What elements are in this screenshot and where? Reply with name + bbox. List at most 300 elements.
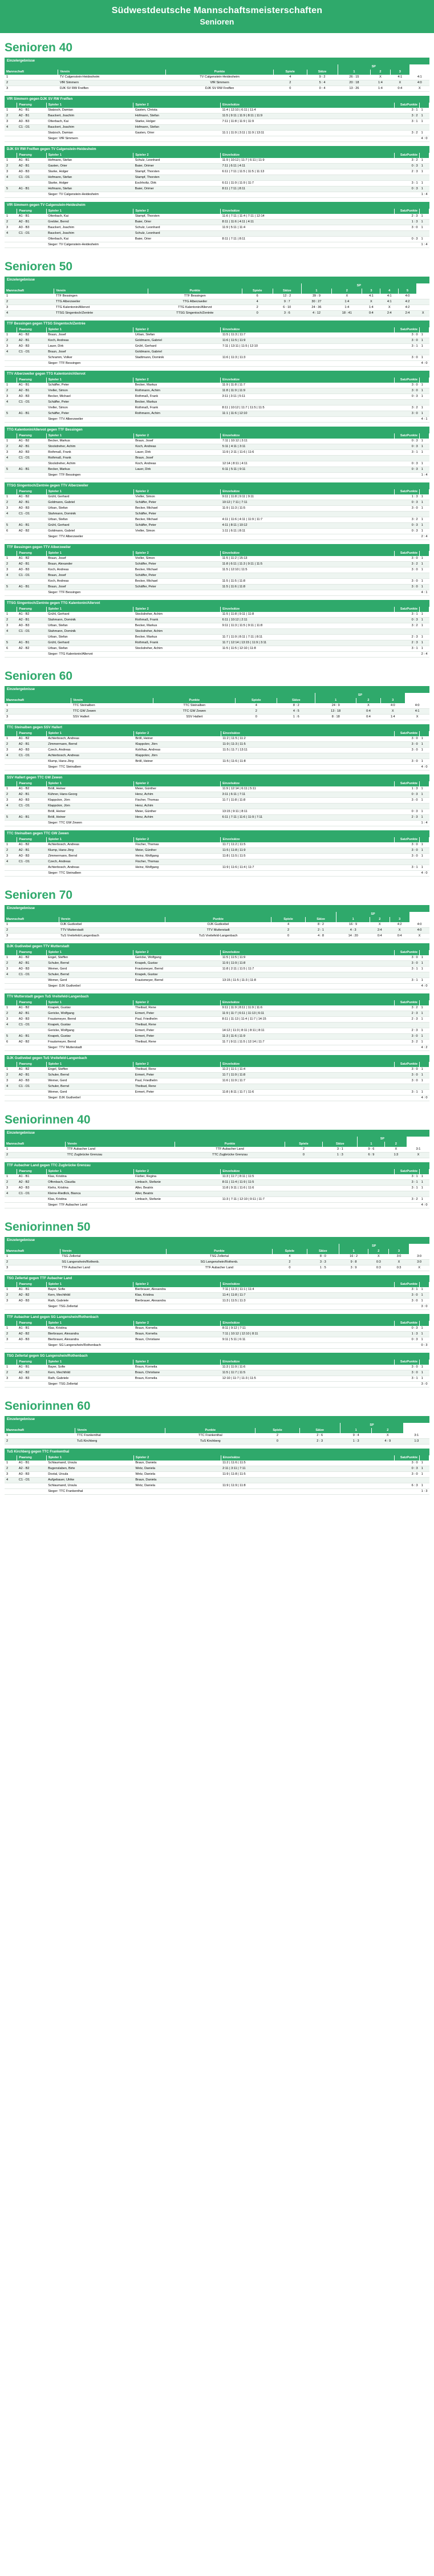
- match-row: [5, 955, 429, 961]
- standings-col-0: Mannschaft: [5, 1249, 60, 1254]
- match-cell-paarung: A3 - B3: [17, 169, 46, 175]
- match-cell-np: 1: [420, 640, 429, 646]
- match-col-player1: Spieler 1: [46, 607, 133, 612]
- standings-col-2: Punkte: [166, 1249, 272, 1254]
- standings-cell: 1:4: [380, 715, 405, 720]
- match-col-player1: Spieler 1: [46, 327, 133, 332]
- match-col-player1: Spieler 1: [46, 1169, 133, 1174]
- standings-cell: X: [371, 75, 390, 80]
- match-cell-index: 4: [5, 1084, 17, 1090]
- match-cell-player2: Braun, Daniela: [133, 1478, 221, 1483]
- match-cell-points: 3 : 2: [394, 405, 419, 411]
- match-title: TTF Bessingen gegen TTSG Singentoch/Zentrée: [5, 321, 429, 327]
- match-cell-points: 3 : 2: [394, 158, 419, 164]
- match-cell-paarung: [17, 517, 46, 523]
- match-cell-index: 2: [5, 848, 17, 854]
- match-col-player1: Spieler 1: [46, 209, 133, 214]
- standings-row: [5, 1147, 429, 1153]
- match-cell-sets: 7:11 | 10:12 | 3:11: [221, 439, 394, 444]
- match-cell-player2: Knapek, Gustav: [133, 972, 221, 978]
- match-cell-index: [5, 242, 17, 248]
- match-cell-player2: Theibud, Rene: [133, 1067, 221, 1073]
- match-col-np: [420, 1282, 429, 1287]
- match-row: [5, 506, 429, 512]
- standings-cell: 4: [242, 299, 273, 305]
- match-cell-player2: Henz, Achim: [133, 804, 221, 809]
- match-cell-paarung: C1 - D1: [17, 175, 46, 181]
- match-cell-index: 3: [5, 1337, 17, 1343]
- standings-table: [5, 1423, 429, 1445]
- standings-cell: TTF Aubacher Land: [175, 1147, 285, 1153]
- match-cell-player2: Paul, Friedhelm: [133, 1078, 221, 1084]
- match-cell-paarung: A2 - B1: [17, 113, 46, 119]
- match-cell-player1: Vreller, Simon: [46, 388, 133, 394]
- match-cell-paarung: [17, 759, 46, 765]
- match-cell-player2: Rothmaß, Frank: [133, 640, 221, 646]
- match-row: [5, 467, 429, 473]
- match-col-paarung: Paarung: [17, 1062, 46, 1067]
- match-col-sets: Einzelsätze: [221, 1282, 394, 1287]
- match-cell-player2: Henz, Achim: [133, 792, 221, 798]
- match-cell-points: [394, 361, 419, 367]
- document-title: Südwestdeutsche Mannschaftsmeisterschaften: [111, 6, 323, 15]
- match-cell-player1: Sieger: TTC Steinalben: [46, 765, 221, 770]
- match-cell-index: [5, 131, 17, 136]
- match-row: [5, 646, 429, 652]
- match-block: [0, 993, 434, 1051]
- match-cell-np: 1: [420, 1337, 429, 1343]
- match-cell-sets: [220, 417, 394, 423]
- match-row: [5, 623, 429, 629]
- match-row: [5, 214, 429, 220]
- match-row: [5, 1084, 429, 1090]
- standings-col-7: 3: [389, 1249, 409, 1254]
- standings-group-sp: SP: [336, 912, 409, 917]
- match-cell-player2: Henz, Achim: [133, 815, 221, 821]
- match-cell-sets: 11:6 | 11:5 | 11:9: [221, 338, 394, 344]
- match-col-paarung: Paarung: [17, 209, 46, 214]
- match-cell-points: 3 : 0: [394, 411, 419, 417]
- match-cell-points: [394, 859, 419, 865]
- standings-cell: 1: [5, 922, 59, 928]
- match-cell-player2: Ermert, Peter: [133, 1073, 221, 1078]
- match-cell-player1: Bröll, Heiner: [46, 809, 133, 815]
- match-cell-points: 0 : 3: [394, 529, 419, 534]
- match-cell-index: 1: [5, 1287, 17, 1293]
- match-cell-np: 4 : 0: [420, 136, 429, 142]
- standings-cell: 2: [285, 1147, 323, 1153]
- standings-row: [5, 715, 429, 720]
- match-cell-sets: 11:3 | 11:6 | 11:9: [220, 1034, 394, 1040]
- standings-group-sp: SP: [301, 283, 416, 289]
- match-cell-player1: Dostal, Ursula: [46, 1472, 133, 1478]
- match-col-sets: Einzelsätze: [221, 489, 395, 494]
- match-cell-index: 4: [5, 1191, 17, 1197]
- standings-cell: 3: [5, 305, 54, 311]
- match-cell-paarung: A1 - B1: [17, 108, 46, 113]
- match-block: [0, 1162, 434, 1208]
- match-row: [5, 1090, 429, 1096]
- match-cell-player1: Achterbosch, Andreas: [46, 753, 133, 759]
- match-cell-paarung: A2 - B1: [17, 338, 46, 344]
- match-row: [5, 113, 429, 119]
- match-winner-row: [5, 590, 429, 596]
- match-cell-player2: Wetz, Daniela: [133, 1466, 221, 1472]
- match-cell-sets: 8:11 | 9:12 | 7:11: [221, 1326, 394, 1332]
- match-row: [5, 1191, 429, 1197]
- match-cell-points: [394, 1304, 419, 1310]
- standings-cell: X: [372, 1433, 404, 1439]
- match-cell-points: 0 : 3: [394, 461, 419, 467]
- match-row: [5, 1023, 429, 1028]
- match-cell-paarung: A1 - B1: [17, 815, 46, 821]
- standings-group-sp: SP: [338, 64, 409, 70]
- standings-cell: TTV Mutterstadt: [59, 928, 165, 934]
- match-cell-points: 3 : 1: [394, 865, 419, 871]
- match-cell-index: 3: [5, 506, 17, 512]
- match-cell-points: [394, 765, 419, 770]
- match-cell-paarung: [17, 590, 46, 596]
- standings-cell: 4 : 5: [277, 709, 315, 715]
- match-cell-points: 3 : 0: [394, 955, 419, 961]
- standings-cell: 0:3: [368, 1265, 389, 1271]
- standings-cell: 16 : 9: [336, 922, 370, 928]
- match-cell-sets: 7:11 | 11:8 | 11:9 | 11:9: [221, 119, 395, 125]
- match-cell-np: 1: [420, 108, 429, 113]
- match-cell-player2: Klappcknr, Jörn: [133, 753, 221, 759]
- match-row: [5, 865, 429, 871]
- match-row: [5, 500, 429, 506]
- match-cell-points: 0 : 3: [394, 618, 419, 623]
- match-col-player1: Spieler 1: [46, 1282, 133, 1287]
- match-cell-np: 1: [420, 1034, 429, 1040]
- match-col-player2: Spieler 2: [133, 551, 221, 556]
- match-cell-np: 1: [420, 1090, 429, 1096]
- match-col-player2: Spieler 2: [133, 1169, 221, 1174]
- standings-cell: 24 : 36: [301, 305, 331, 311]
- standings-cell: 20 : 18: [338, 80, 371, 86]
- match-cell-points: 1 : 3: [394, 1332, 419, 1337]
- match-col-points: SatzPunkte: [394, 1282, 419, 1287]
- match-cell-sets: 11:9 | 2:11 | 11:6 | 11:6: [221, 450, 394, 456]
- match-cell-points: 3 : 1: [394, 181, 419, 186]
- match-cell-np: 1: [420, 1073, 429, 1078]
- document-subtitle: Senioren: [200, 17, 234, 26]
- match-col-player2: Spieler 2: [133, 1062, 221, 1067]
- match-cell-paarung: C1 - D1: [17, 125, 46, 131]
- match-cell-np: 1: [420, 809, 429, 815]
- match-cell-index: 2: [5, 1073, 17, 1078]
- match-cell-np: 1: [420, 612, 429, 618]
- match-row: [5, 961, 429, 967]
- match-cell-player1: Schuler, Bernd: [46, 972, 133, 978]
- standings-cell: 2: [5, 709, 71, 715]
- match-cell-player1: Urban, Stefan: [46, 635, 133, 640]
- match-cell-player1: Braun, Josef: [46, 556, 133, 562]
- match-cell-points: [394, 456, 419, 461]
- standings-group-blank: [5, 912, 336, 917]
- match-cell-sets: 11:6 | 11:3 | 11:3: [221, 355, 394, 361]
- match-cell-paarung: [17, 361, 46, 367]
- standings-cell: DJK Gudivebel: [165, 922, 271, 928]
- match-col-points: SatzPunkte: [394, 1360, 419, 1365]
- match-cell-sets: [221, 136, 395, 142]
- match-cell-points: 3 : 0: [394, 759, 419, 765]
- match-row: [5, 119, 429, 125]
- standings-cell: 3: [5, 715, 71, 720]
- match-cell-sets: [221, 629, 395, 635]
- match-cell-player1: Bröll, Heiner: [46, 786, 133, 792]
- section-title: Senioren 50: [5, 260, 73, 273]
- match-col-player2: Spieler 2: [133, 1455, 221, 1461]
- match-cell-paarung: [17, 1096, 46, 1101]
- match-col-player1: Spieler 1: [46, 489, 133, 494]
- match-cell-sets: 13:15 | 9:11 | 8:11: [221, 809, 395, 815]
- match-cell-player1: Stahmann, Dominik: [46, 629, 133, 635]
- match-cell-index: 2: [5, 1293, 17, 1299]
- match-col-player1: Spieler 1: [46, 433, 133, 439]
- match-cell-points: 3 : 2: [394, 1005, 419, 1011]
- standings-cell: 3: [5, 1265, 60, 1271]
- match-col-player2: Spieler 2: [133, 1360, 221, 1365]
- match-cell-index: [5, 1343, 17, 1349]
- standings-col-5: 1: [301, 289, 331, 294]
- match-col-np: [420, 1321, 429, 1326]
- match-cell-sets: [221, 350, 394, 355]
- match-cell-points: 3 : 1: [394, 967, 419, 972]
- match-cell-player1: Grebler, Bernd: [46, 220, 133, 225]
- match-table: [5, 153, 429, 198]
- match-cell-player2: Eschholtz, Dirk: [133, 181, 221, 186]
- match-cell-sets: [221, 871, 394, 877]
- match-cell-player1: Sieger: TTF Bessingen: [46, 361, 221, 367]
- match-cell-sets: 11:7 | 11:9 | 11:8: [221, 1073, 395, 1078]
- match-cell-paarung: A2 - B1: [17, 618, 46, 623]
- match-cell-sets: 11:2 | 11:5 | 11:2: [221, 736, 394, 742]
- standings-group-sp: SP: [358, 1137, 407, 1142]
- standings-cell: TuS Kirchberg: [75, 1439, 165, 1445]
- standings-col-0: Mannschaft: [5, 698, 71, 703]
- match-cell-paarung: [17, 1028, 46, 1034]
- match-cell-points: 3 : 0: [394, 388, 419, 394]
- standings-col-1: Verein: [58, 70, 166, 75]
- match-cell-index: 3: [5, 567, 17, 573]
- match-cell-np: 1: [420, 556, 429, 562]
- standings-cell: 4:2: [399, 299, 417, 305]
- match-cell-sets: 14:12 | 11:3 | 8:11 | 8:11 | 8:11: [220, 1028, 394, 1034]
- match-block: [0, 96, 434, 142]
- standings-block: [0, 277, 434, 317]
- match-cell-sets: 9:11 | 11:9 | 8:11 | 11:9 | 11:6: [220, 1005, 394, 1011]
- match-col-paarung: Paarung: [17, 378, 46, 383]
- match-cell-player1: Knapek, Gustav: [46, 1034, 133, 1040]
- match-cell-points: 3 : 0: [394, 1461, 419, 1466]
- match-row: [5, 411, 429, 417]
- match-cell-index: [5, 1304, 17, 1310]
- match-cell-np: 1: [420, 786, 429, 792]
- standings-cell: TTV Mutterstadt: [165, 928, 271, 934]
- match-winner-row: [5, 192, 429, 198]
- match-cell-sets: 11:9 | 11:7 | 6:11 | 11:13 | 6:11: [220, 1011, 394, 1017]
- match-cell-index: [5, 136, 17, 142]
- match-cell-player1: Sieger: TTF Bessingen: [46, 473, 221, 478]
- match-row: [5, 1197, 429, 1203]
- standings-col-5: 1: [340, 1428, 372, 1433]
- match-cell-sets: 12:10 | 11:7 | 11:3 | 11:5: [221, 1376, 394, 1382]
- match-cell-np: 1: [420, 439, 429, 444]
- match-title: TTV Alberzweiler gegen TTG Kalentonin/Allervot: [5, 371, 429, 378]
- match-cell-np: [420, 859, 429, 865]
- match-cell-index: 3: [5, 119, 17, 125]
- match-cell-np: 1: [420, 450, 429, 456]
- match-cell-points: 1 : 3: [394, 220, 419, 225]
- match-cell-index: 3: [5, 623, 17, 629]
- match-cell-np: [420, 804, 429, 809]
- match-cell-player2: Gasten, Orier: [133, 131, 221, 136]
- match-cell-index: [5, 534, 17, 540]
- match-cell-player2: Urban, Stefan: [133, 332, 221, 338]
- standings-cell: 0:4: [362, 311, 380, 317]
- standings-cell: 16 : 2: [339, 1254, 368, 1260]
- match-cell-index: 5: [5, 585, 17, 590]
- match-cell-player1: Klas, Kristina: [46, 1326, 133, 1332]
- match-cell-np: 1: [420, 1011, 429, 1017]
- match-cell-points: 0 : 3: [394, 1326, 419, 1332]
- match-cell-index: 1: [5, 612, 17, 618]
- match-cell-np: 4 : 2: [420, 1045, 429, 1051]
- standings-col-3: Spiele: [236, 698, 277, 703]
- match-cell-player2: Heinz, Wolfgang: [133, 854, 221, 859]
- match-row: [5, 394, 429, 400]
- standings-cell: TV Calgenstein-Heidesheim: [58, 75, 166, 80]
- match-cell-np: 4 : 0: [420, 361, 429, 367]
- match-col-index: [5, 1000, 17, 1005]
- match-cell-paarung: [17, 136, 46, 142]
- match-table: [5, 489, 429, 540]
- match-row: [5, 792, 429, 798]
- match-cell-player2: Schulz, Leonhard: [133, 158, 221, 164]
- match-cell-points: 3 : 2: [394, 131, 419, 136]
- match-cell-np: 1: [420, 388, 429, 394]
- match-cell-points: [394, 242, 419, 248]
- match-cell-np: 1: [420, 332, 429, 338]
- match-row: [5, 461, 429, 467]
- standings-block: [0, 1130, 434, 1158]
- match-cell-paarung: [17, 1489, 46, 1495]
- match-cell-player1: Goldmann, Gabriel: [46, 529, 133, 534]
- match-cell-player1: Hofmann, Stefan: [46, 175, 133, 181]
- standings-col-1: Verein: [54, 289, 148, 294]
- match-cell-paarung: C1 - D1: [17, 573, 46, 579]
- match-col-paarung: Paarung: [17, 607, 46, 612]
- match-cell-player2: Wetz, Daniela: [133, 1472, 221, 1478]
- match-cell-player2: Heinz, Wolfgang: [133, 865, 221, 871]
- match-cell-player2: Theibud, Rene: [133, 1023, 220, 1028]
- match-cell-player2: Ermert, Peter: [133, 1028, 220, 1034]
- match-col-player1: Spieler 1: [46, 1000, 133, 1005]
- match-cell-player2: Bröll, Heiner: [133, 759, 221, 765]
- standings-cell: 2:4: [370, 928, 390, 934]
- match-cell-player2: Koch, Andreas: [133, 461, 221, 467]
- match-col-np: [420, 103, 429, 108]
- match-cell-player2: Braun, Josef: [133, 456, 221, 461]
- match-col-np: [420, 950, 429, 955]
- match-table: [5, 1360, 429, 1388]
- match-cell-points: 0 : 3: [394, 237, 419, 242]
- match-cell-sets: 11:3 | 11:5 | 11:3: [221, 1299, 394, 1304]
- match-cell-player1: Statzsch, Damian: [46, 131, 133, 136]
- match-cell-np: 4 : 0: [420, 984, 429, 989]
- match-row: [5, 859, 429, 865]
- standings-row: [5, 311, 429, 317]
- standings-cell: TuS Vreitefeld-Langenbach: [165, 934, 271, 939]
- match-cell-points: 0 : 3: [394, 523, 419, 529]
- match-cell-points: [394, 512, 419, 517]
- standings-cell: TTG Alberzweiler: [148, 299, 242, 305]
- match-cell-np: 1: [420, 158, 429, 164]
- match-cell-player1: Rath, Gabriele: [46, 1376, 133, 1382]
- standings-cell: 0: [255, 1439, 299, 1445]
- match-cell-player1: Urban, Stefan: [46, 646, 133, 652]
- match-row: [5, 344, 429, 350]
- match-cell-sets: 1:11 | 6:11 | 8:11: [221, 529, 395, 534]
- match-cell-player1: Bauckert, Joachim: [46, 225, 133, 231]
- match-cell-np: 1: [420, 798, 429, 804]
- match-cell-player2: Braun, Kornelia: [133, 1332, 221, 1337]
- match-cell-sets: [220, 400, 394, 405]
- match-cell-np: [420, 972, 429, 978]
- standings-cell: 2:4: [399, 311, 417, 317]
- match-cell-sets: 10:12 | 7:11 | 7:11: [221, 500, 395, 506]
- match-row: [5, 332, 429, 338]
- match-cell-player2: Kohlhas, Andreas: [133, 748, 221, 753]
- standings-caption: Einzelergebnisse: [5, 686, 429, 693]
- match-cell-sets: 11:5 | 11:5 | 12:10 | 11:8: [221, 646, 395, 652]
- match-cell-sets: [220, 192, 394, 198]
- match-cell-points: 3 : 0: [394, 1293, 419, 1299]
- match-cell-points: 0 : 3: [394, 500, 419, 506]
- standings-cell: 3:0: [409, 1260, 429, 1265]
- standings-caption: Einzelergebnisse: [5, 277, 429, 283]
- match-cell-points: 3 : 0: [394, 1365, 419, 1370]
- match-col-player1: Spieler 1: [46, 1455, 133, 1461]
- standings-col-2: Punkte: [153, 698, 236, 703]
- match-col-points: SatzPunkte: [394, 551, 419, 556]
- match-cell-np: 1: [420, 742, 429, 748]
- match-cell-player1: Knapek, Gustav: [46, 1005, 133, 1011]
- match-cell-np: 4 : 0: [420, 1203, 429, 1208]
- match-row: [5, 220, 429, 225]
- standings-cell: TuS Kirchberg: [165, 1439, 255, 1445]
- standings-col-6: 2: [385, 1142, 407, 1147]
- match-cell-points: [394, 1343, 419, 1349]
- match-cell-sets: 7:11 | 11:3 | 11:1 | 11:4: [221, 1287, 394, 1293]
- match-row: [5, 1028, 429, 1034]
- match-cell-np: 4 : 0: [420, 765, 429, 770]
- match-cell-np: 1: [420, 618, 429, 623]
- standings-cell: 4: [236, 703, 277, 709]
- standings-cell: 4:0: [409, 922, 429, 928]
- match-cell-index: 1: [5, 1461, 17, 1466]
- match-title: TTF Aubacher Land gegen TTC Zugbrücke Grenzau: [5, 1162, 429, 1169]
- match-col-paarung: Paarung: [17, 1321, 46, 1326]
- match-cell-sets: 8:11 | 11:6 | 4:11 | 4:11: [221, 220, 395, 225]
- match-cell-np: 1: [420, 842, 429, 848]
- match-title: TTSG Singentoch/Zentrée gegen TTV Alberzweiler: [5, 482, 429, 489]
- match-winner-row: [5, 361, 429, 367]
- standings-cell: 0:3: [368, 1260, 389, 1265]
- match-col-player1: Spieler 1: [46, 1062, 133, 1067]
